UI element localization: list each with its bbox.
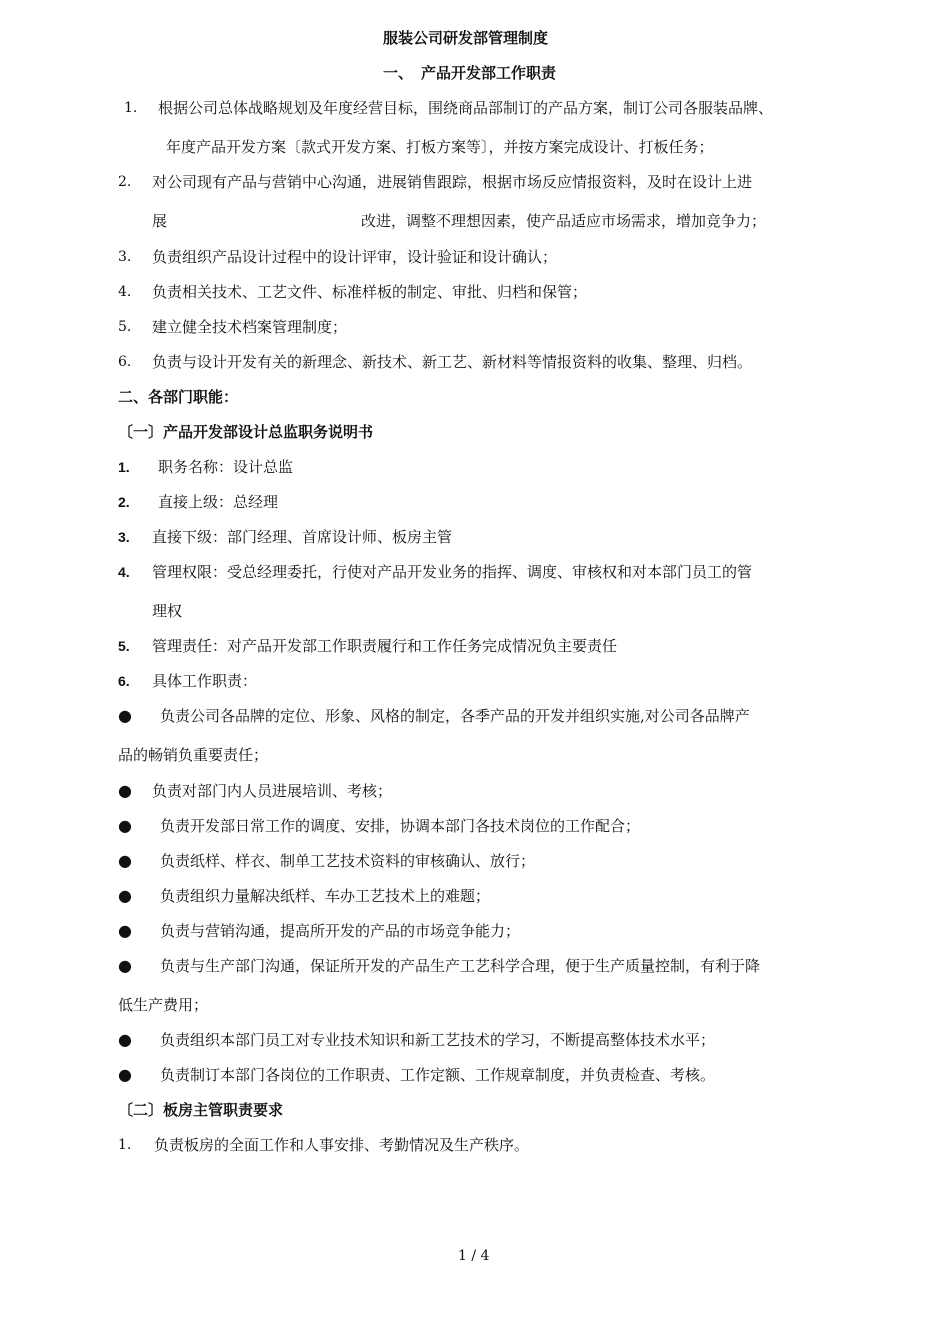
sub1-item-4-line-2: 理权 [152, 602, 183, 620]
bullet-3-symbol: ● [118, 816, 132, 835]
bullet-6-line-1: 负责与营销沟通，提高所开发的产品的市场竞争能力； [160, 922, 521, 940]
bullet-1-line-2: 品的畅销负重要责任； [118, 746, 269, 764]
s1-item-2-number: 2. [118, 174, 132, 190]
sub1-item-1-number: 1. [118, 459, 130, 475]
bullet-1-line-1: 负责公司各品牌的定位、形象、风格的制定，各季产品的开发并组织实施,对公司各品牌产 [160, 707, 750, 725]
sub1-item-2-number: 2. [118, 494, 130, 510]
bullet-5-line-1: 负责组织力量解决纸样、车办工艺技术上的难题； [160, 887, 491, 905]
bullet-4-line-1: 负责纸样、样衣、制单工艺技术资料的审核确认、放行； [160, 852, 536, 870]
s1-item-2-line-2a: 展 [152, 212, 168, 230]
s1-item-1-line-2: 年度产品开发方案〔款式开发方案、打板方案等〕，并按方案完成设计、打板任务； [166, 138, 714, 156]
sub1-item-1-line-1: 职务名称：设计总监 [158, 458, 294, 476]
bullet-9-symbol: ● [118, 1065, 132, 1084]
document-title: 服装公司研发部管理制度 [383, 29, 549, 47]
bullet-7-symbol: ● [118, 956, 132, 975]
sub1-item-6-line-1: 具体工作职责： [152, 672, 258, 690]
bullet-3-line-1: 负责开发部日常工作的调度、安排，协调本部门各技术岗位的工作配合； [160, 817, 641, 835]
section1-heading-number: 一、 [383, 64, 414, 82]
s1-item-6-line-1: 负责与设计开发有关的新理念、新技术、新工艺、新材料等情报资料的收集、整理、归档。 [152, 353, 753, 371]
sub1-item-3-line-1: 直接下级：部门经理、首席设计师、板房主管 [152, 528, 453, 546]
bullet-7-line-2: 低生产费用； [118, 996, 209, 1014]
s1-item-3-line-1: 负责组织产品设计过程中的设计评审，设计验证和设计确认； [152, 248, 558, 266]
bullet-7-line-1: 负责与生产部门沟通，保证所开发的产品生产工艺科学合理，便于生产质量控制，有利于降 [160, 957, 761, 975]
s1-item-2-line-1: 对公司现有产品与营销中心沟通，进展销售跟踪，根据市场反应情报资料，及时在设计上进 [152, 173, 753, 191]
section1-heading: 产品开发部工作职责 [421, 64, 557, 82]
s1-item-5-line-1: 建立健全技术档案管理制度； [152, 318, 348, 336]
bullet-1-symbol: ● [118, 706, 132, 725]
bullet-4-symbol: ● [118, 851, 132, 870]
s1-item-1-line-1: 根据公司总体战略规划及年度经营目标，围绕商品部制订的产品方案，制订公司各服装品牌、 [158, 99, 774, 117]
s1-item-6-number: 6. [118, 354, 132, 370]
s1-item-1-number: 1. [124, 100, 138, 116]
sub2-heading: 〔二〕板房主管职责要求 [118, 1101, 284, 1119]
s1-item-4-line-1: 负责相关技术、工艺文件、标准样板的制定、审批、归档和保管； [152, 283, 588, 301]
sub1-item-3-number: 3. [118, 529, 130, 545]
sub1-item-5-line-1: 管理责任：对产品开发部工作职责履行和工作任务完成情况负主要责任 [152, 637, 618, 655]
sub1-heading: 〔一〕产品开发部设计总监职务说明书 [118, 423, 374, 441]
section2-heading: 二、各部门职能： [118, 388, 239, 406]
sub1-item-5-number: 5. [118, 638, 130, 654]
s1-item-2-line-2b: 改进，调整不理想因素，使产品适应市场需求，增加竞争力； [361, 212, 767, 230]
bullet-8-symbol: ● [118, 1030, 132, 1049]
bullet-9-line-1: 负责制订本部门各岗位的工作职责、工作定额、工作规章制度，并负责检查、考核。 [160, 1066, 716, 1084]
sub1-item-6-number: 6. [118, 673, 130, 689]
sub1-item-4-number: 4. [118, 564, 130, 580]
bullet-2-line-1: 负责对部门内人员进展培训、考核； [152, 782, 393, 800]
s1-item-3-number: 3. [118, 249, 132, 265]
s1-item-5-number: 5. [118, 319, 132, 335]
bullet-2-symbol: ● [118, 781, 132, 800]
sub2-item-1-line-1: 负责板房的全面工作和人事安排、考勤情况及生产秩序。 [154, 1136, 530, 1154]
sub1-item-2-line-1: 直接上级：总经理 [158, 493, 279, 511]
bullet-8-line-1: 负责组织本部门员工对专业技术知识和新工艺技术的学习，不断提高整体技术水平； [160, 1031, 716, 1049]
page-number: 1 / 4 [458, 1248, 490, 1264]
sub1-item-4-line-1: 管理权限：受总经理委托，行使对产品开发业务的指挥、调度、审核权和对本部门员工的管 [152, 563, 753, 581]
sub2-item-1-number: 1. [118, 1137, 132, 1153]
bullet-6-symbol: ● [118, 921, 132, 940]
bullet-5-symbol: ● [118, 886, 132, 905]
s1-item-4-number: 4. [118, 284, 132, 300]
